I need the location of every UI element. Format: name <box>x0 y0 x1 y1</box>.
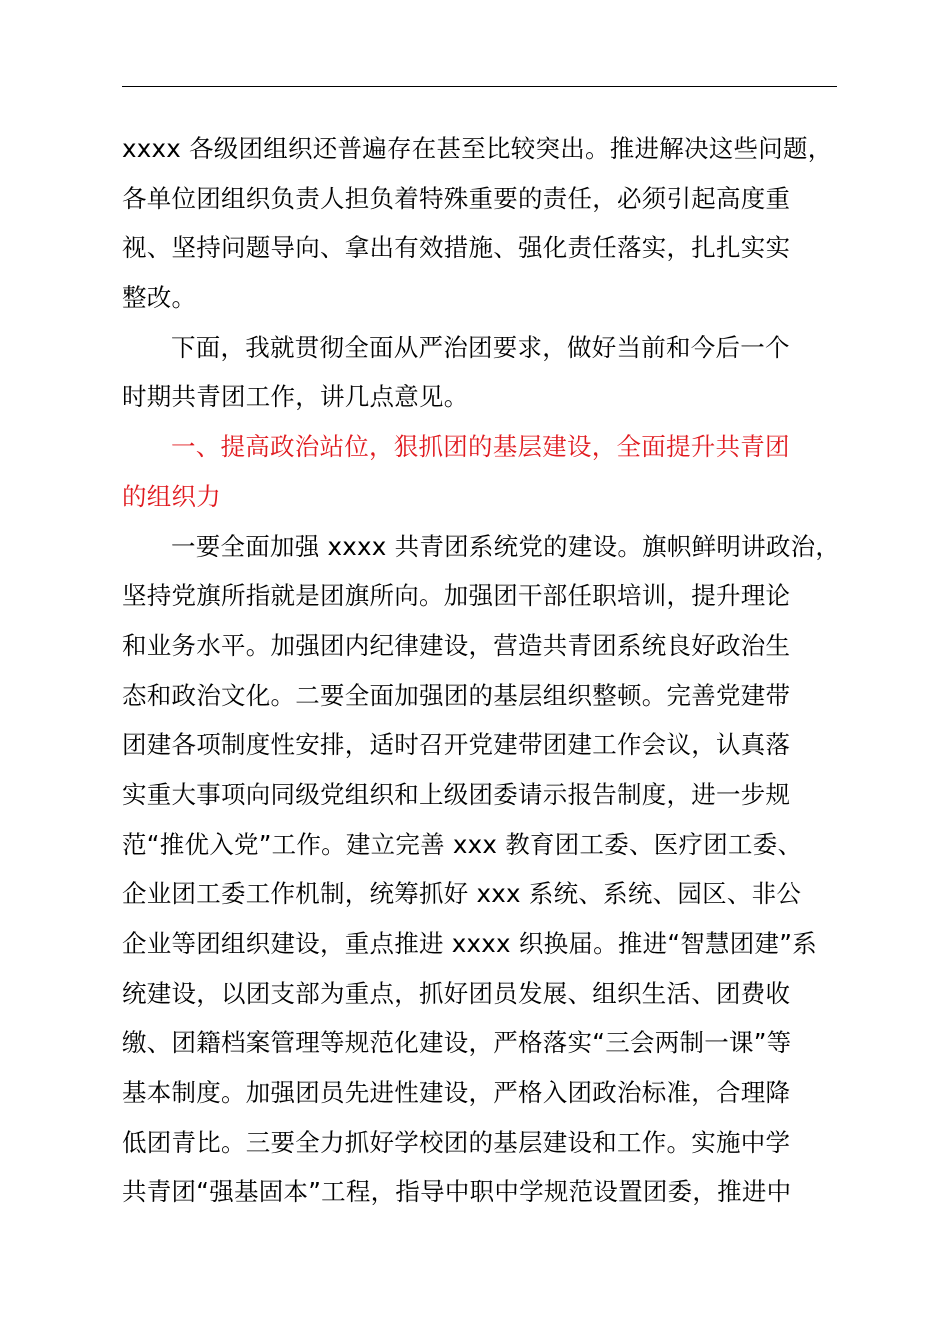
paragraph-line: 整改。 <box>122 283 197 313</box>
paragraph-line: 态和政治文化。二要全面加强团的基层组织整顿。完善党建带 <box>122 680 791 710</box>
paragraph-line: 一要全面加强 xxxx 共青团系统党的建设。旗帜鲜明讲政治， <box>171 531 841 561</box>
paragraph-line: 团建各项制度性安排，适时召开党建带团建工作会议，认真落 <box>122 730 791 760</box>
paragraph-line: 实重大事项向同级党组织和上级团委请示报告制度，进一步规 <box>122 779 791 809</box>
paragraph-line: 和业务水平。加强团内纪律建设，营造共青团系统良好政治生 <box>122 630 791 660</box>
paragraph-line: xxxx 各级团组织还普遍存在甚至比较突出。推进解决这些问题， <box>122 134 833 163</box>
paragraph-line: 时期共青团工作，讲几点意见。 <box>122 382 469 412</box>
header-rule <box>122 86 837 87</box>
paragraph-line: 缴、团籍档案管理等规范化建设，严格落实“三会两制一课”等 <box>122 1028 792 1058</box>
body-text <box>122 124 841 1217</box>
paragraph-line: 各单位团组织负责人担负着特殊重要的责任，必须引起高度重 <box>122 183 791 213</box>
paragraph-line: 视、坚持问题导向、拿出有效措施、强化责任落实，扎扎实实 <box>122 233 791 263</box>
paragraph-line: 低团青比。三要全力抓好学校团的基层建设和工作。实施中学 <box>122 1127 791 1157</box>
paragraph-line: 坚持党旗所指就是团旗所向。加强团干部任职培训，提升理论 <box>122 581 791 611</box>
section-heading-line: 的组织力 <box>122 481 221 511</box>
paragraph-line: 范“推优入党”工作。建立完善 xxx 教育团工委、医疗团工委、 <box>122 829 803 859</box>
section-heading-line: 一、提高政治站位，狠抓团的基层建设，全面提升共青团 <box>171 432 790 462</box>
paragraph-line: 企业团工委工作机制，统筹抓好 xxx 系统、系统、园区、非公 <box>122 879 802 909</box>
paragraph-line: 统建设，以团支部为重点，抓好团员发展、组织生活、团费收 <box>122 978 791 1008</box>
paragraph-line: 下面，我就贯彻全面从严治团要求，做好当前和今后一个 <box>171 332 790 362</box>
paragraph-line: 共青团“强基固本”工程，指导中职中学规范设置团委，推进中 <box>122 1177 792 1207</box>
paragraph-line: 企业等团组织建设，重点推进 xxxx 织换届。推进“智慧团建”系 <box>122 929 817 958</box>
paragraph-line: 基本制度。加强团员先进性建设，严格入团政治标准，合理降 <box>122 1078 791 1108</box>
